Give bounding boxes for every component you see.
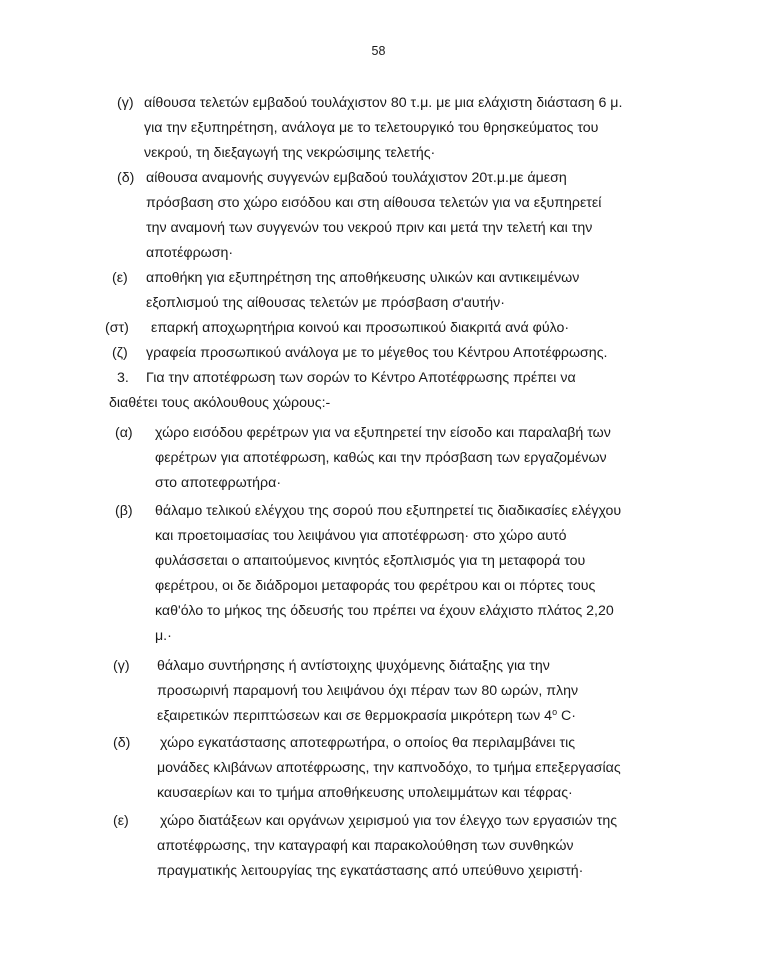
temperature-unit: C· [557,708,576,724]
item-text-line: προσωρινή παραμονή του λειψάνου όχι πέραν των 80 ωρών, πλην [157,683,579,699]
item-text-line: γραφεία προσωπικού ανάλογα με το μέγεθος του Κέντρου Αποτέφρωσης. [146,345,608,361]
page-number: 58 [371,44,386,58]
item-text-line: αποθήκη για εξυπηρέτηση της αποθήκευσης υλικών και αντικειμένων [146,270,580,286]
item-label: (ε) [113,813,129,829]
item-text-line: αίθουσα αναμονής συγγενών εμβαδού τουλάχιστον 20τ.μ.με άμεση [146,170,567,186]
item-text-line: χώρο διατάξεων και οργάνων χειρισμού για τον έλεγχο των εργασιών της [160,813,618,829]
item-text-line: Για την αποτέφρωση των σορών το Κέντρο Αποτέφρωσης πρέπει να [146,370,576,386]
item-text-line: νεκρού, τη διεξαγωγή της νεκρώσιμης τελετής· [144,145,436,161]
item-text-line: αποτέφρωσης, την καταγραφή και παρακολούθηση των συνθηκών [157,838,574,854]
item-label: (ε) [112,270,128,286]
item-text-line: χώρο εγκατάστασης αποτεφρωτήρα, ο οποίος θα περιλαμβάνει τις [160,735,576,751]
item-text-line: διαθέτει τους ακόλουθους χώρους:- [109,395,331,411]
item-label: (γ) [113,658,130,674]
item-text-line: καθ'όλο το μήκος της όδευσής του πρέπει να έχουν ελάχιστο πλάτος 2,20 [155,603,614,619]
item-text-line: θάλαμο συντήρησης ή αντίστοιχης ψυχόμενης διάταξης για την [157,658,550,674]
item-label: (γ) [117,95,134,111]
item-text-line: αίθουσα τελετών εμβαδού τουλάχιστον 80 τ.μ. με μια ελάχιστη διάσταση 6 μ. [144,95,623,111]
item-text-line: χώρο εισόδου φερέτρων για να εξυπηρετεί την είσοδο και παραλαβή των [155,425,611,441]
degree-symbol: o [552,707,558,717]
item-text-line: εξοπλισμού της αίθουσας τελετών με πρόσβαση σ'αυτήν· [146,295,505,311]
item-text-line: θάλαμο τελικού ελέγχου της σορού που εξυπηρετεί τις διαδικασίες ελέγχου [155,503,622,519]
item-label: 3. [117,370,129,386]
item-text-line: μονάδες κλιβάνων αποτέφρωσης, την καπνοδόχο, το τμήμα επεξεργασίας [157,760,621,776]
item-text-line: φερέτρων για αποτέφρωση, καθώς και την πρόσβαση των εργαζομένων [155,450,607,466]
item-label: (στ) [105,320,129,336]
item-label: (α) [115,425,133,441]
item-label: (ζ) [112,345,128,361]
item-text-line-part: εξαιρετικών περιπτώσεων και σε θερμοκρασία μικρότερη των 4 [157,708,553,724]
item-text-line: πραγματικής λειτουργίας της εγκατάστασης από υπεύθυνο χειριστή· [157,863,584,879]
item-label: (δ) [113,735,131,751]
item-label: (β) [115,503,133,519]
item-text-line: επαρκή αποχωρητήρια κοινού και προσωπικού διακριτά ανά φύλο· [151,320,570,336]
item-text-line: πρόσβαση στο χώρο εισόδου και στη αίθουσα τελετών για να εξυπηρετεί [146,195,602,211]
item-text-line: στο αποτεφρωτήρα· [155,475,282,491]
item-text-line: την αναμονή των συγγενών του νεκρού πριν και μετά την τελετή και την [146,220,593,236]
item-text-line: για την εξυπηρέτηση, ανάλογα με το τελετουργικό του θρησκεύματος του [144,120,599,136]
item-text-line: μ.· [155,628,172,644]
item-text-line: φερέτρου, οι δε διάδρομοι μεταφοράς του φερέτρου και οι πόρτες τους [155,578,596,594]
item-label: (δ) [117,170,135,186]
item-text-line: αποτέφρωση· [146,245,234,261]
item-text-line: φυλάσσεται ο απαιτούμενος κινητός εξοπλισμός για τη μεταφορά του [155,553,586,569]
item-text-line: καυσαερίων και το τμήμα αποθήκευσης υπολειμμάτων και τέφρας· [157,785,573,801]
item-text-line [157,707,576,725]
item-text-line: και προετοιμασίας του λειψάνου για αποτέφρωση· στο χώρο αυτό [155,528,567,544]
